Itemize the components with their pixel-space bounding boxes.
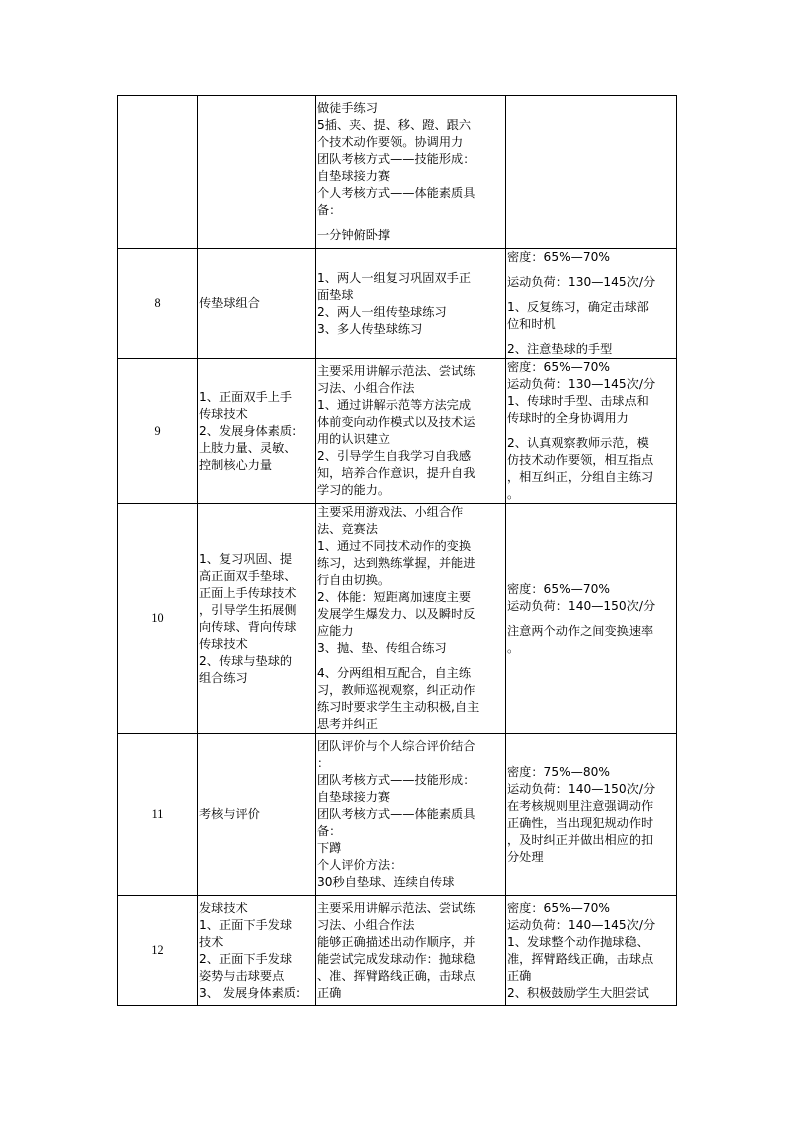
cell-line: 自垫球接力赛: [317, 169, 391, 183]
cell-line: 1、通过讲解示范等方法完成: [317, 398, 472, 412]
cell-line: 发球技术: [199, 900, 248, 915]
lesson-requirement-cell: [506, 96, 677, 249]
cell-line: 分处理: [507, 849, 544, 864]
table-row: [118, 96, 677, 249]
table-row: [118, 734, 677, 896]
cell-line: 主要采用游戏法、小组合作: [317, 505, 464, 519]
cell-line: 。: [507, 487, 520, 501]
cell-line: 团队考核方式——技能形成：: [317, 152, 476, 166]
cell-line: 练习时要求学生主动积极,自主: [317, 700, 480, 714]
cell-line: 自垫球接力赛: [317, 790, 391, 804]
table-row: [118, 359, 677, 504]
lesson-requirement-cell: [506, 504, 677, 734]
cell-line: 个人评价方法：: [317, 858, 403, 872]
lesson-content-cell: [316, 896, 506, 1006]
cell-line: 2、积极鼓励学生大胆尝试: [507, 985, 649, 1000]
cell-line: 习法、小组合作法: [317, 381, 415, 395]
cell-line: 法、竞赛法: [317, 522, 378, 536]
cell-line: 练习，达到熟练掌握，并能进: [317, 556, 476, 570]
lesson-goal-cell: [198, 249, 316, 359]
cell-line: 传垫球组合: [199, 296, 260, 310]
cell-line: [507, 333, 675, 341]
cell-line: 在考核规则里注意强调动作: [507, 798, 654, 813]
cell-line: 4、分两组相互配合，自主练: [317, 666, 472, 680]
cell-line: 5插、夹、提、移、蹬、跟六: [317, 118, 472, 132]
cell-line: 运动负荷：130—145次/分: [507, 275, 656, 289]
cell-line: 1、复习巩固、提: [199, 551, 293, 566]
cell-line: 1、两人一组复习巩固双手正: [317, 270, 472, 285]
cell-line: 正确: [507, 968, 532, 983]
lesson-goal-cell: [198, 896, 316, 1006]
lesson-number-cell: 11: [118, 734, 198, 896]
cell-line: 思考并纠正: [317, 717, 378, 731]
cell-line: 备：: [317, 203, 342, 217]
cell-line: ，及时纠正并做出相应的扣: [507, 832, 654, 847]
table-row: [118, 896, 677, 1006]
cell-line: 高正面双手垫球、: [199, 568, 297, 583]
lesson-plan-body: [118, 96, 677, 1006]
lesson-goal-cell: [198, 96, 316, 249]
cell-line: 习法、小组合作法: [317, 917, 415, 932]
cell-line: 位和时机: [507, 317, 556, 331]
lesson-content-cell: [316, 734, 506, 896]
lesson-goal-cell: [198, 734, 316, 896]
cell-line: 运动负荷：130—145次/分: [507, 377, 656, 391]
cell-line: 1、传球时手型、击球点和: [507, 394, 649, 408]
cell-line: 准，挥臂路线正确，击球点: [507, 951, 654, 966]
cell-line: ，相互纠正，分组自主练习: [507, 470, 654, 484]
cell-line: 体前变向动作模式以及技术运: [317, 415, 476, 429]
cell-line: 学习的能力。: [317, 483, 391, 497]
lesson-plan-table: [117, 95, 677, 1006]
cell-line: [507, 266, 675, 274]
cell-line: 团队评价与个人综合评价结合: [317, 739, 476, 753]
cell-line: 主要采用讲解示范法、尝试练: [317, 364, 476, 378]
cell-line: 正确: [317, 985, 342, 1000]
cell-line: 团队考核方式——技能形成：: [317, 773, 476, 787]
cell-line: 密度：75%—80%: [507, 764, 610, 779]
cell-line: [507, 427, 675, 435]
cell-line: 密度：65%—70%: [507, 360, 610, 374]
cell-line: ：: [317, 756, 330, 770]
cell-line: [507, 615, 675, 623]
cell-line: 个人考核方式——体能素质具: [317, 186, 476, 200]
cell-line: 3、抛、垫、传组合练习: [317, 641, 447, 655]
lesson-content-cell: [316, 96, 506, 249]
cell-line: 用的认识建立: [317, 432, 391, 446]
cell-line: 3、多人传垫球练习: [317, 321, 423, 336]
cell-line: 3、 发展身体素质:: [199, 985, 301, 1000]
cell-line: 传球技术: [199, 406, 248, 421]
lesson-requirement-cell: [506, 359, 677, 504]
cell-line: 知，培养合作意识，提升自我: [317, 466, 476, 480]
cell-line: 、准、挥臂路线正确，击球点: [317, 968, 476, 983]
lesson-content-cell: [316, 504, 506, 734]
cell-line: 2、正面下手发球: [199, 951, 293, 966]
cell-line: 2、注意垫球的手型: [507, 342, 613, 356]
cell-line: 2、引导学生自我学习自我感: [317, 449, 472, 463]
cell-line: 能尝试完成发球动作：抛球稳: [317, 951, 476, 966]
cell-line: 运动负荷：140—150次/分: [507, 598, 656, 613]
cell-line: 习，教师巡视观察，纠正动作: [317, 683, 476, 697]
lesson-number-cell: 8: [118, 249, 198, 359]
cell-line: 主要采用讲解示范法、尝试练: [317, 900, 476, 915]
cell-line: 1、发球整个动作抛球稳、: [507, 934, 649, 949]
lesson-goal-cell: [198, 359, 316, 504]
cell-line: 运动负荷：140—150次/分: [507, 781, 656, 796]
cell-line: 技术: [199, 934, 224, 949]
cell-line: 向传球、背向传球: [199, 619, 297, 634]
lesson-number-cell: 10: [118, 504, 198, 734]
cell-line: [317, 657, 504, 665]
cell-line: 个技术动作要领。协调用力: [317, 135, 464, 149]
cell-line: 2、两人一组传垫球练习: [317, 304, 447, 319]
cell-line: 密度：65%—70%: [507, 581, 610, 596]
cell-line: 能够正确描述出动作顺序，并: [317, 934, 476, 949]
lesson-requirement-cell: [506, 249, 677, 359]
cell-line: 面垫球: [317, 287, 354, 302]
lesson-goal-cell: [198, 504, 316, 734]
cell-line: [507, 291, 675, 299]
cell-line: 1、反复练习，确定击球部: [507, 300, 649, 314]
cell-line: 1、通过不同技术动作的变换: [317, 539, 472, 553]
lesson-number-cell: [118, 96, 198, 249]
cell-line: 30秒自垫球、连续自传球: [317, 875, 455, 889]
cell-line: 正确性，当出现犯规动作时: [507, 815, 654, 830]
cell-line: 传球时的全身协调用力: [507, 411, 629, 425]
cell-line: 密度：65%—70%: [507, 250, 610, 264]
cell-line: 下蹲: [317, 841, 342, 855]
table-row: [118, 504, 677, 734]
cell-line: [317, 219, 504, 227]
lesson-content-cell: [316, 359, 506, 504]
cell-line: 运动负荷：140—145次/分: [507, 917, 656, 932]
cell-line: 1、正面下手发球: [199, 917, 293, 932]
table-row: [118, 249, 677, 359]
cell-line: 2、体能：短距离加速度主要: [317, 590, 472, 604]
cell-line: 发展学生爆发力、以及瞬时反: [317, 607, 476, 621]
lesson-number-cell: 12: [118, 896, 198, 1006]
cell-line: 上肢力量、灵敏、: [199, 440, 297, 455]
cell-line: 组合练习: [199, 670, 248, 685]
cell-line: 密度：65%—70%: [507, 900, 610, 915]
lesson-requirement-cell: [506, 734, 677, 896]
cell-line: ，引导学生拓展侧: [199, 602, 297, 617]
cell-line: 传球技术: [199, 636, 248, 651]
cell-line: 做徒手练习: [317, 101, 378, 115]
cell-line: 姿势与击球要点: [199, 968, 285, 983]
cell-line: 团队考核方式——体能素质具: [317, 807, 476, 821]
cell-line: 2、发展身体素质:: [199, 423, 297, 438]
cell-line: 控制核心力量: [199, 457, 273, 472]
cell-line: 注意两个动作之间变换速率: [507, 623, 654, 638]
cell-line: 正面上手传球技术: [199, 585, 297, 600]
lesson-content-cell: [316, 249, 506, 359]
cell-line: 一分钟俯卧撑: [317, 228, 391, 242]
lesson-requirement-cell: [506, 896, 677, 1006]
cell-line: 仿技术动作要领，相互指点: [507, 453, 654, 467]
cell-line: 考核与评价: [199, 807, 260, 821]
cell-line: 。: [507, 640, 520, 655]
cell-line: 2、认真观察教师示范，模: [507, 436, 649, 450]
cell-line: 行自由切换。: [317, 573, 391, 587]
lesson-number-cell: 9: [118, 359, 198, 504]
cell-line: 备：: [317, 824, 342, 838]
cell-line: 1、正面双手上手: [199, 389, 293, 404]
cell-line: 2、传球与垫球的: [199, 653, 293, 668]
cell-line: 应能力: [317, 624, 354, 638]
